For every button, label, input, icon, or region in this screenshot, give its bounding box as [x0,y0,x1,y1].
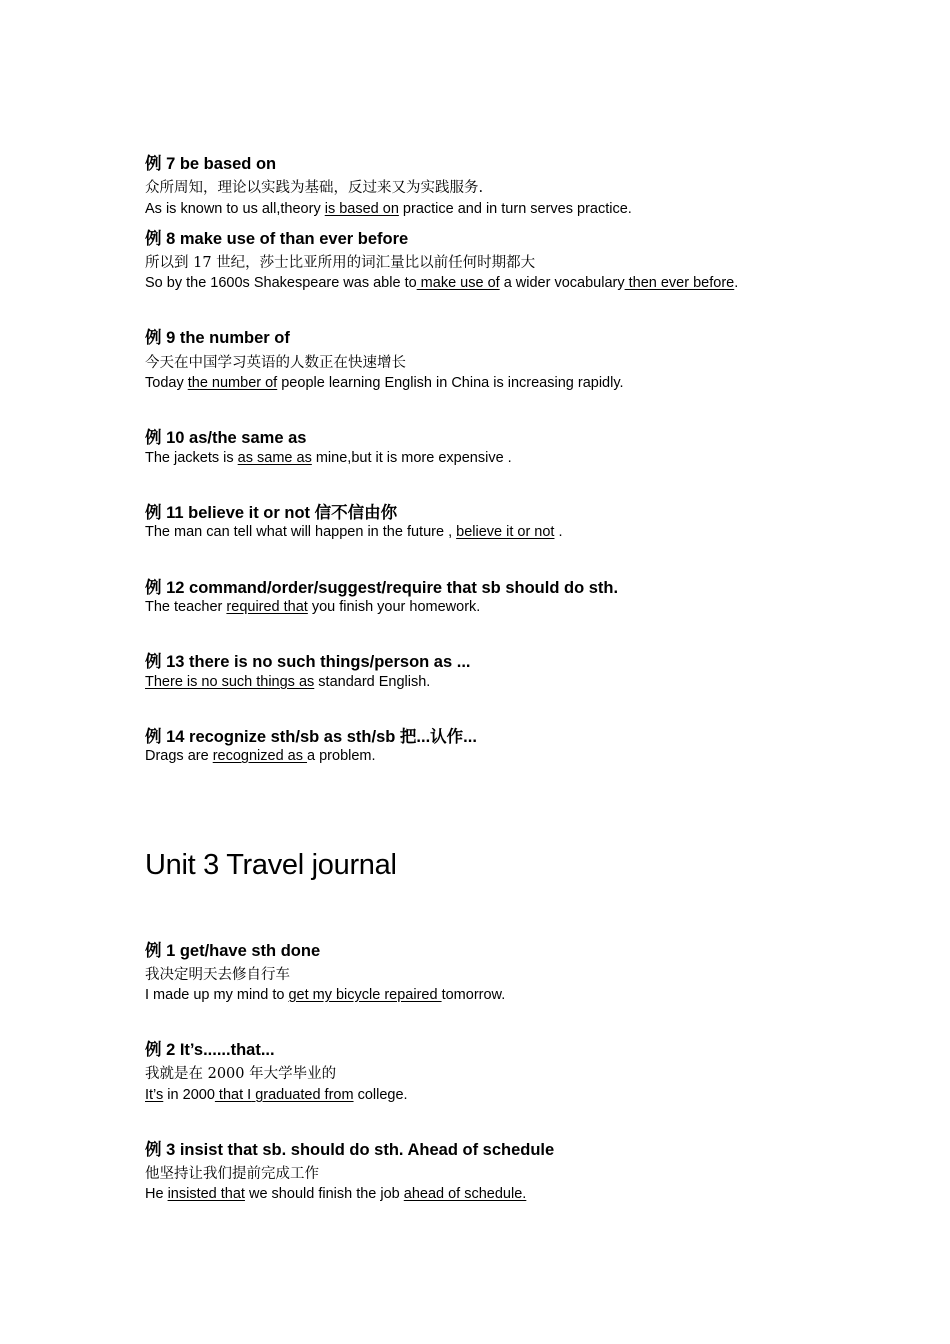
sentence-text: you finish your homework. [307,599,481,615]
example-13-english [145,674,430,690]
sentence-text: So by the 1600s Shakespeare was able to [145,275,417,291]
unit-3-example-3-heading: 例 3 insist that sb. should do sth. Ahead of schedule [145,1141,555,1159]
example-13-heading: 例 13 there is no such things/person as ... [145,653,471,671]
sentence-text: tomorrow. [441,987,506,1003]
unit-3-example-1-chinese: 我决定明天去修自行车 [145,967,290,983]
highlight-phrase: the number of [187,375,278,391]
sentence-text: He [145,1186,168,1202]
sentence-text: As is known to us all,theory [145,201,325,217]
example-8-heading: 例 8 make use of than ever before [145,230,409,248]
sentence-text: The man can tell what will happen in the future , [145,524,457,540]
highlight-phrase: then ever before [624,275,735,291]
highlight-phrase: insisted that [167,1186,245,1202]
sentence-text: . [554,524,563,540]
sentence-text: a problem. [307,748,376,764]
highlight-phrase: is based on [324,201,399,217]
sentence-text: I made up my mind to [145,987,289,1003]
example-9-heading: 例 9 the number of [145,329,290,347]
example-14-english [145,748,376,764]
sentence-text: we should finish the job [244,1186,404,1202]
unit-3-example-2-english [145,1087,408,1103]
highlight-phrase: ahead of schedule. [403,1186,527,1202]
unit-3-example-3-chinese: 他坚持让我们提前完成工作 [145,1166,319,1182]
unit-3-example-3-english [145,1186,526,1202]
highlight-phrase: recognized as [212,748,308,764]
highlight-phrase: make use of [416,275,500,291]
sentence-text: Drags are [145,748,213,764]
example-7-heading: 例 7 be based on [145,155,277,173]
unit-3-example-2-heading: 例 2 It’s......that... [145,1041,275,1059]
sentence-text: people learning English in China is increasing rapidly. [277,375,624,391]
example-12-english [145,599,480,615]
sentence-text: . [734,275,739,291]
sentence-text: in 2000 [163,1087,215,1103]
example-14-heading: 例 14 recognize sth/sb as sth/sb 把...认作... [145,728,477,746]
unit-3-example-2-chinese: 我就是在 2000 年大学毕业的 [145,1066,337,1082]
highlight-phrase: There is no such things as [145,674,315,690]
sentence-text: The teacher [145,599,227,615]
example-11-heading: 例 11 believe it or not 信不信由你 [145,504,398,522]
highlight-phrase: graduated from [251,1087,354,1103]
highlight-phrase: as same as [237,450,312,466]
unit-3-example-1-heading: 例 1 get/have sth done [145,942,321,960]
sentence-text: standard English. [314,674,431,690]
example-9-chinese: 今天在中国学习英语的人数正在快速增长 [145,355,406,371]
sentence-text: practice and in turn serves practice. [398,201,632,217]
highlight-phrase: It’s [145,1087,164,1103]
highlight-phrase: believe it or not [456,524,555,540]
example-7-chinese: 众所周知，理论以实践为基础，反过来又为实践服务. [145,180,484,196]
highlight-phrase: get my bicycle repaired [288,987,442,1003]
sentence-text: Today [145,375,188,391]
example-10-english [145,450,512,466]
example-9-english [145,375,624,391]
sentence-text: a wider vocabulary [499,275,625,291]
highlight-phrase: required that [226,599,308,615]
unit-3-title: Unit 3 Travel journal [145,849,397,881]
example-12-heading: 例 12 command/order/suggest/require that sb should do sth. [145,579,619,597]
highlight-phrase: that I [214,1087,252,1103]
sentence-text: mine,but it is more expensive . [311,450,512,466]
example-11-english [145,524,563,540]
unit-3-example-1-english [145,987,505,1003]
example-8-english [145,275,738,291]
example-10-heading: 例 10 as/the same as [145,429,307,447]
sentence-text: The jackets is [145,450,238,466]
example-7-english [145,201,632,217]
example-8-chinese: 所以到 17 世纪，莎士比亚所用的词汇量比以前任何时期都大 [145,255,536,271]
sentence-text: college. [353,1087,408,1103]
